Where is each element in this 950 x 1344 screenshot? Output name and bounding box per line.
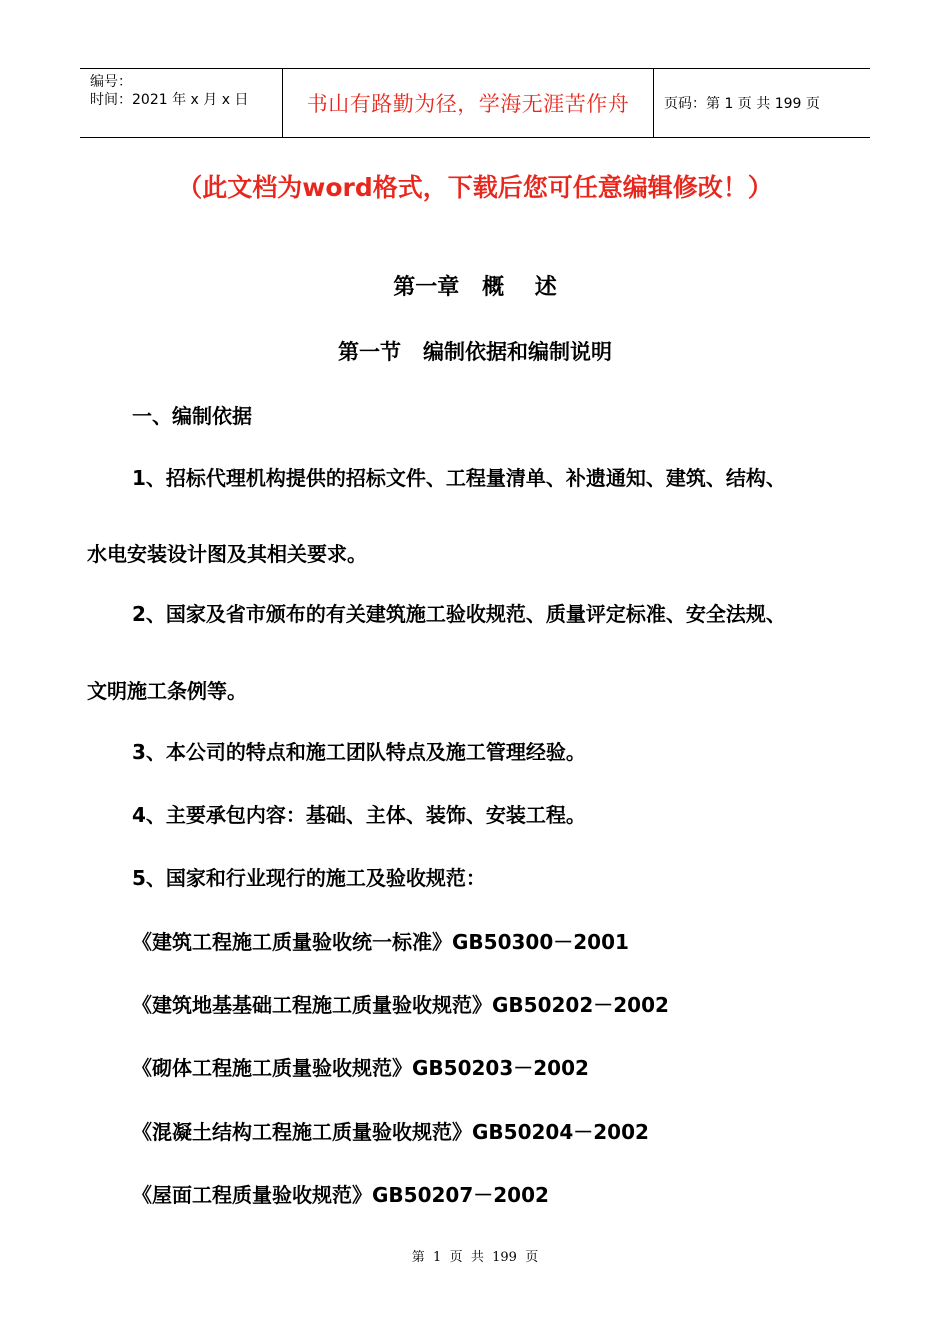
standard-item: 《屋面工程质量验收规范》GB50207－2002	[132, 1183, 549, 1207]
paragraph-item-1-cont: 水电安装设计图及其相关要求。	[87, 542, 367, 566]
standard-item: 《混凝土结构工程施工质量验收规范》GB50204－2002	[132, 1120, 649, 1144]
paragraph-item-2-cont: 文明施工条例等。	[87, 679, 247, 703]
header-page-info: 页码：第 1 页 共 199 页	[664, 96, 820, 112]
document-date: 时间：2021 年 x 月 x 日	[90, 92, 249, 108]
header-meta	[80, 69, 282, 137]
section-title: 第一节 编制依据和编制说明	[338, 340, 612, 364]
heading-basis: 一、编制依据	[132, 404, 252, 428]
document-number-label: 编号：	[90, 74, 132, 90]
standard-item: 《建筑地基基础工程施工质量验收规范》GB50202－2002	[132, 993, 669, 1017]
paragraph-item-5: 5、国家和行业现行的施工及验收规范：	[132, 866, 486, 890]
paragraph-item-1: 1、招标代理机构提供的招标文件、工程量清单、补遗通知、建筑、结构、	[132, 466, 786, 490]
standard-item: 《建筑工程施工质量验收统一标准》GB50300－2001	[132, 930, 629, 954]
paragraph-item-2: 2、国家及省市颁布的有关建筑施工验收规范、质量评定标准、安全法规、	[132, 602, 786, 626]
edit-notice: （此文档为word格式，下载后您可任意编辑修改！）	[177, 173, 773, 202]
header-table	[80, 68, 870, 138]
chapter-title: 第一章 概 述	[393, 275, 557, 300]
page-footer: 第 1 页 共 199 页	[411, 1250, 539, 1265]
standard-item: 《砌体工程施工质量验收规范》GB50203－2002	[132, 1056, 589, 1080]
paragraph-item-3: 3、本公司的特点和施工团队特点及施工管理经验。	[132, 740, 586, 764]
paragraph-item-4: 4、主要承包内容：基础、主体、装饰、安装工程。	[132, 803, 586, 827]
header-motto: 书山有路勤为径，学海无涯苦作舟	[282, 69, 654, 137]
